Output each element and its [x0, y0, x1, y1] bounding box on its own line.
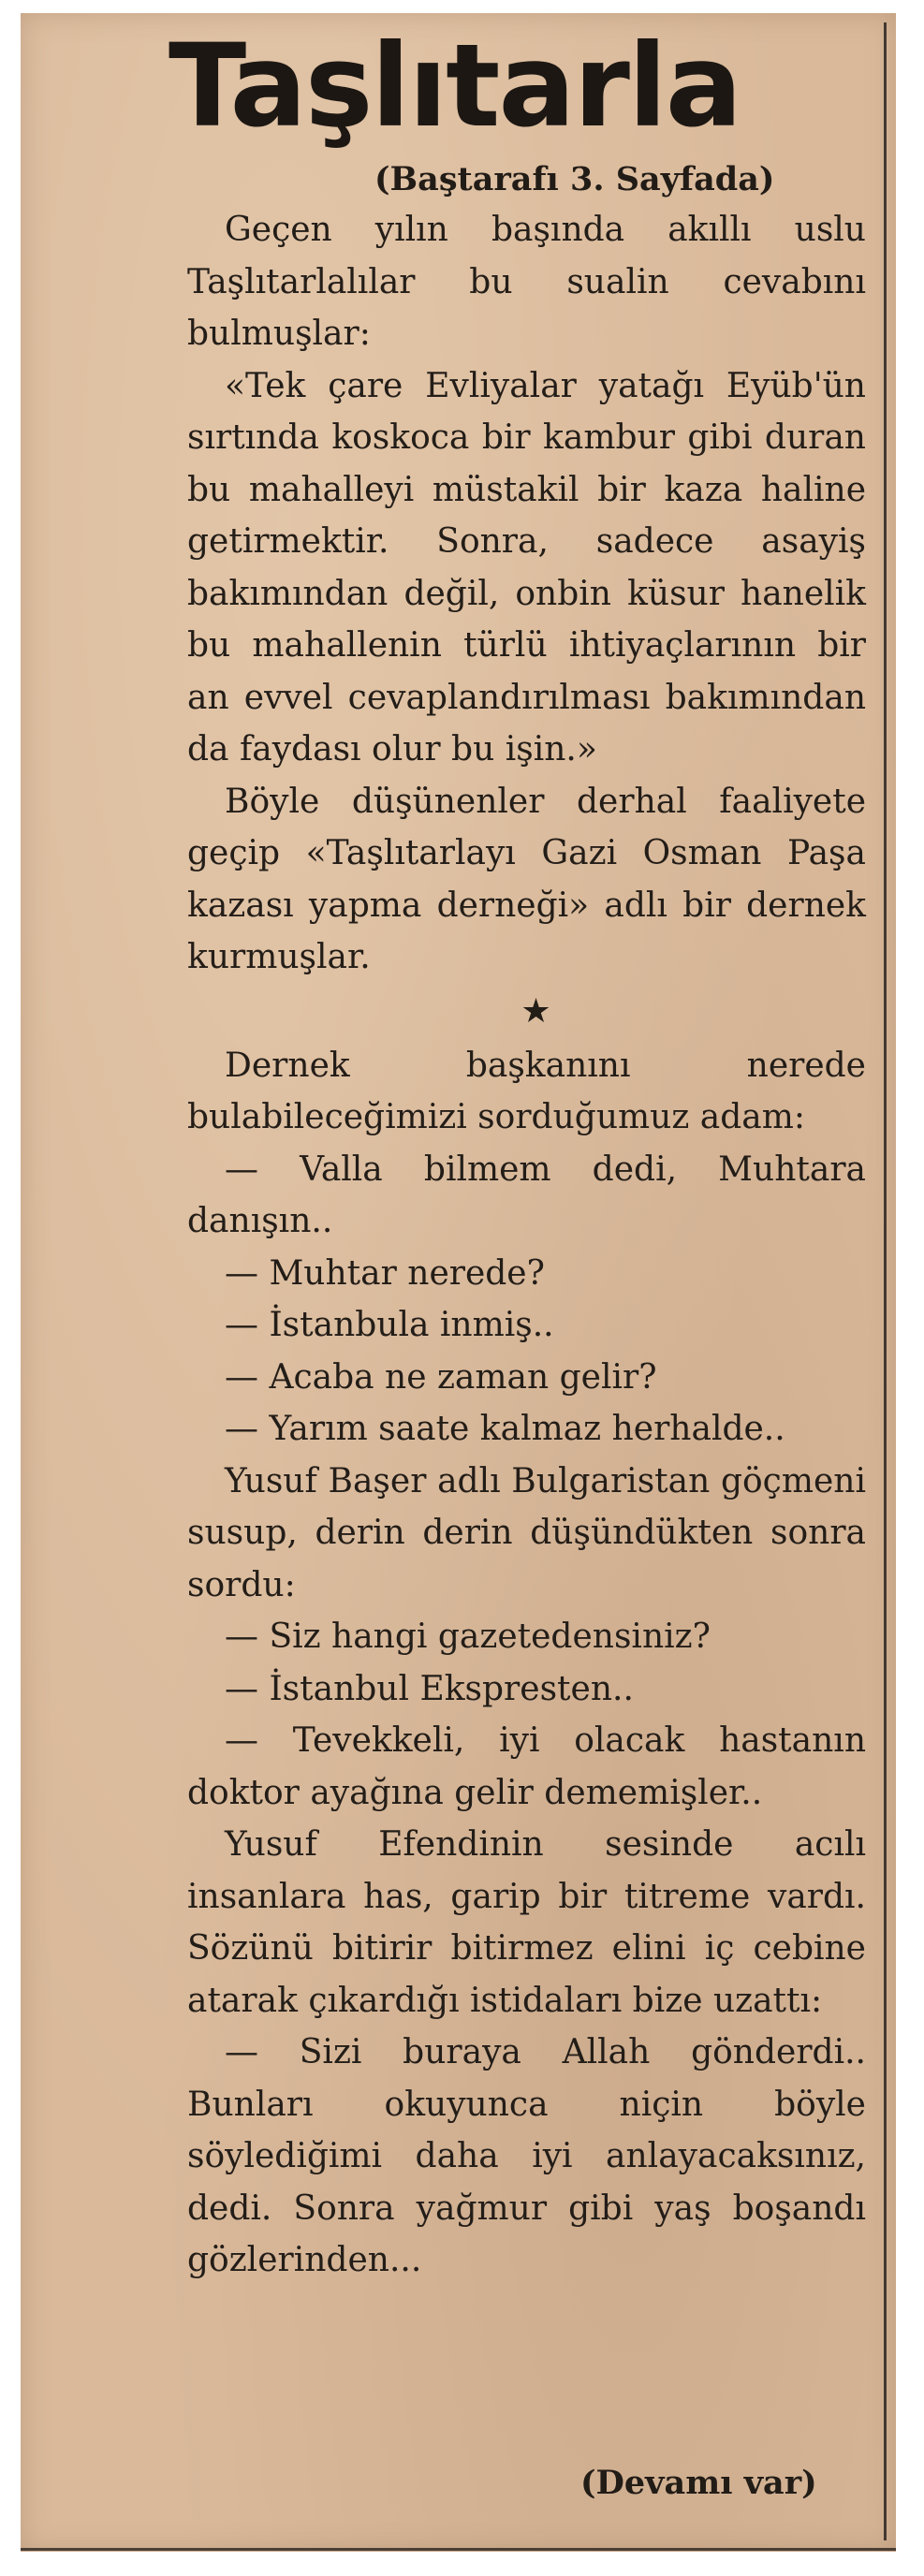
- paragraph: Böyle düşünenler derhal faaliyete geçip «Taşlıtarlayı Gazi Osman Paşa kazası yapma derneği» adlı bir dernek kurmuşlar.: [187, 782, 866, 976]
- continued-note: (Devamı var): [580, 2464, 817, 2502]
- dialogue-line: — Acaba ne zaman gelir?: [225, 1357, 657, 1397]
- dialogue-line: — Muhtar nerede?: [225, 1253, 545, 1293]
- dialogue-line: — Siz hangi gazetedensiniz?: [225, 1617, 711, 1656]
- dialogue-line: — Yarım saate kalmaz herhalde..: [225, 1410, 785, 1448]
- column-rule-right: [884, 22, 887, 2540]
- star-separator: ★: [521, 991, 551, 1031]
- continued-from-note: (Baştarafı 3. Sayfada): [374, 160, 775, 198]
- paragraph: «Tek çare Evliyalar yatağı Eyüb'ün sırtında koskoca bir kambur gibi duran bu mahalleyi müstakil bir kaza haline getirmektir. Sonra, sadece asayiş bakımından değil, onbin küsur hanelik bu mahallenin türlü ihtiyaçlarının bir an evvel cevaplandırılması bakımından da faydası olur bu işin.»: [187, 366, 866, 768]
- dialogue-line: — İstanbula inmiş..: [225, 1306, 554, 1344]
- paragraph: Yusuf Başer adlı Bulgaristan göçmeni susup, derin derin düşündükten sonra sordu:: [187, 1461, 866, 1604]
- dialogue-line: — Tevekkeli, iyi olacak hastanın doktor ayağına gelir dememişler..: [187, 1721, 866, 1812]
- dialogue-line: — İstanbul Ekspresten..: [225, 1669, 634, 1708]
- dialogue-line: — Sizi buraya Allah gönderdi.. Bunları okuyunca niçin böyle söylediğimi daha iyi anlayacaksınız, dedi. Sonra yağmur gibi yaş boşandı gözlerinden...: [187, 2033, 866, 2279]
- headline: Taşlıtarla: [169, 20, 741, 153]
- paragraph: Geçen yılın başında akıllı uslu Taşlıtarlalılar bu sualin cevabını bulmuşlar:: [187, 211, 866, 353]
- dialogue-line: — Valla bilmem dedi, Muhtara danışın..: [187, 1149, 866, 1240]
- paragraph: Yusuf Efendinin sesinde acılı insanlara has, garip bir titreme vardı. Sözünü bitirir bitirmez elini iç cebine atarak çıkardığı istidaları bize uzattı:: [187, 1825, 866, 2020]
- article-body: [187, 204, 866, 2287]
- column-rule-bottom: [21, 2548, 896, 2551]
- paragraph: Dernek başkanını nerede bulabileceğimizi sorduğumuz adam:: [187, 1046, 866, 1136]
